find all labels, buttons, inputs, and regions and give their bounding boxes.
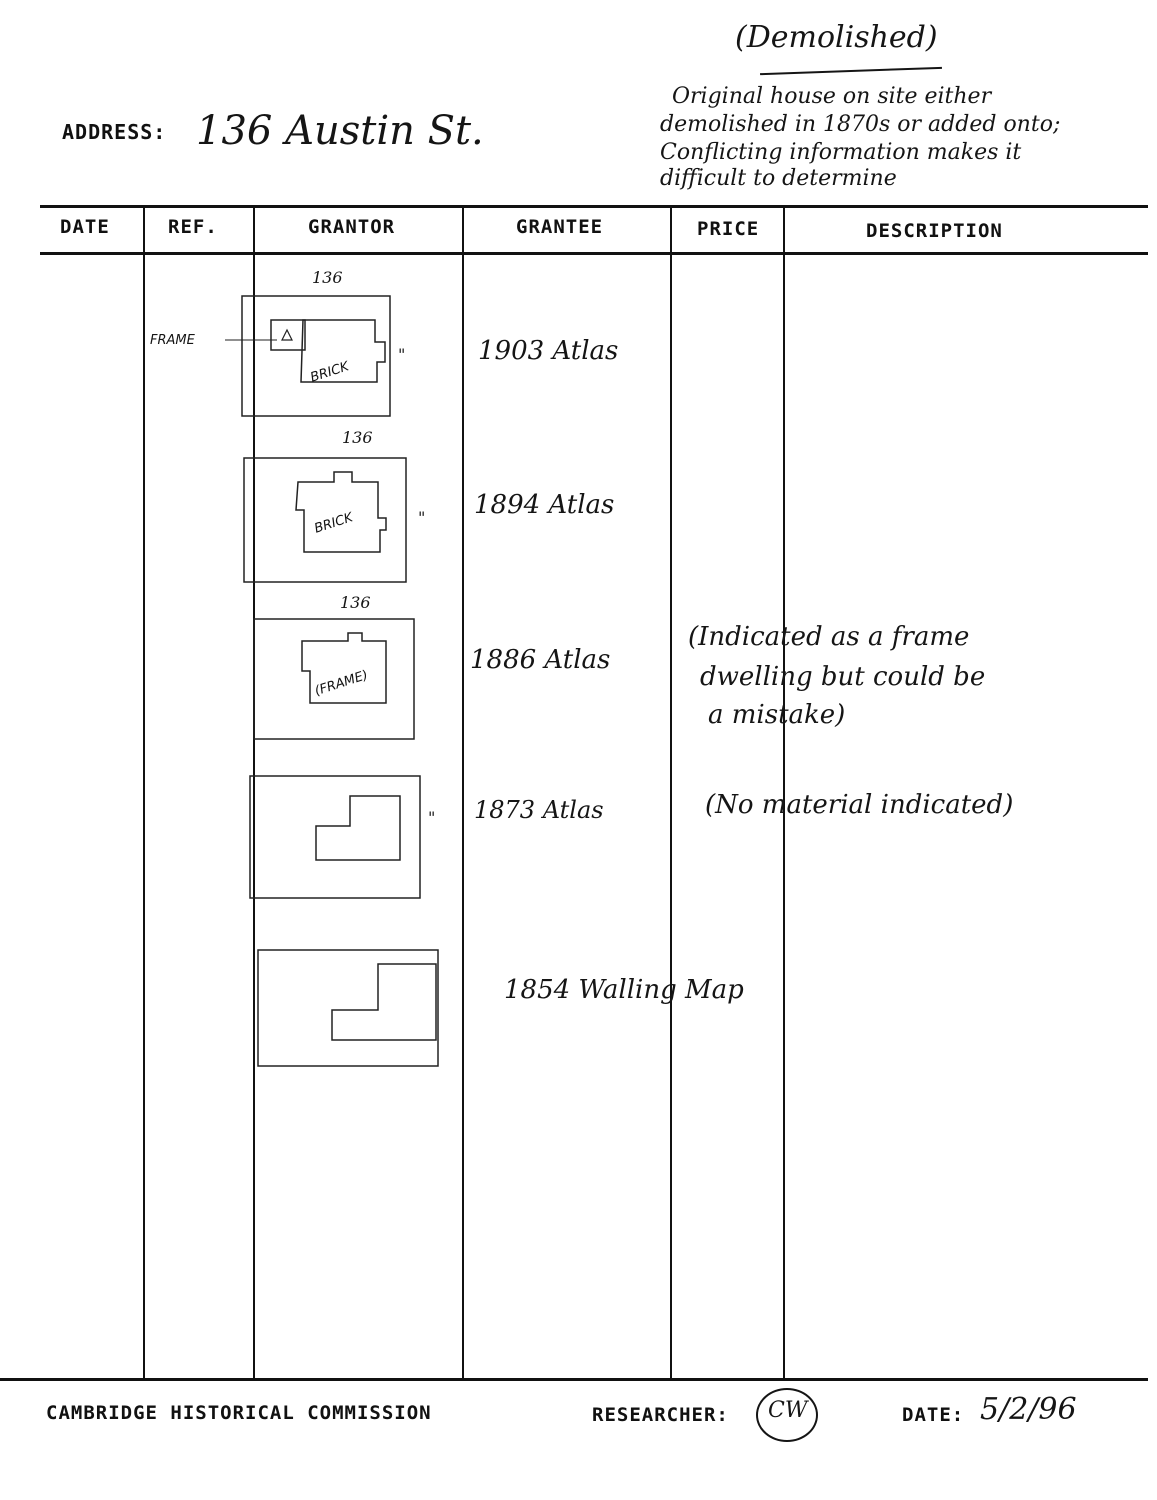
frame-annotation: FRAME — [150, 333, 195, 348]
col-divider-3 — [462, 205, 464, 1380]
source-1903-atlas: 1903 Atlas — [478, 336, 619, 366]
ditto-mark: " — [418, 508, 426, 527]
building-label-brick: BRICK — [308, 359, 351, 386]
source-1894-atlas: 1894 Atlas — [474, 490, 615, 520]
building-sketch-1873 — [246, 770, 426, 902]
building-sketch-1903 — [225, 290, 425, 420]
building-sketch-1854 — [254, 938, 442, 1070]
ditto-mark: " — [398, 345, 406, 364]
col-divider-1 — [143, 205, 145, 1380]
note-line-1: Original house on site either — [672, 84, 992, 109]
column-header-price: PRICE — [697, 218, 760, 240]
building-sketch-1886 — [240, 615, 420, 741]
lot-number: 136 — [340, 593, 371, 612]
address-label: ADDRESS: — [62, 120, 167, 144]
note-line-3: Conflicting information makes it — [660, 140, 1022, 165]
organization-name: CAMBRIDGE HISTORICAL COMMISSION — [46, 1402, 432, 1424]
table-top-rule — [40, 205, 1148, 208]
lot-number: 136 — [342, 428, 373, 447]
column-header-grantor: GRANTOR — [308, 216, 396, 238]
status-underline — [760, 67, 942, 75]
column-header-grantee: GRANTEE — [516, 216, 604, 238]
address-value: 136 Austin St. — [196, 108, 484, 154]
table-bottom-rule — [0, 1378, 1148, 1381]
col-divider-4 — [670, 205, 672, 1380]
date-label: DATE: — [902, 1404, 965, 1426]
date-value: 5/2/96 — [980, 1392, 1077, 1427]
ditto-mark: " — [428, 808, 436, 827]
note-line-2: demolished in 1870s or added onto; — [660, 112, 1061, 137]
source-1873-atlas: 1873 Atlas — [474, 796, 604, 824]
source-1886-atlas: 1886 Atlas — [470, 645, 611, 675]
status-note: (Demolished) — [735, 20, 938, 55]
lot-number: 136 — [312, 268, 343, 287]
researcher-initials: CW — [768, 1398, 808, 1423]
description-1886-line-2: dwelling but could be — [700, 662, 986, 692]
description-1873: (No material indicated) — [705, 790, 1014, 820]
description-1886-line-1: (Indicated as a frame — [688, 622, 970, 652]
building-label-frame: (FRAME) — [313, 667, 370, 700]
table-header-rule — [40, 252, 1148, 255]
researcher-label: RESEARCHER: — [592, 1404, 729, 1426]
column-header-ref: REF. — [168, 216, 218, 238]
building-label-brick: BRICK — [312, 510, 355, 537]
note-line-4: difficult to determine — [660, 166, 897, 191]
column-header-date: DATE — [60, 216, 110, 238]
description-1886-line-3: a mistake) — [708, 700, 846, 730]
source-1854-walling-map: 1854 Walling Map — [504, 975, 744, 1005]
column-header-description: DESCRIPTION — [866, 220, 1003, 242]
